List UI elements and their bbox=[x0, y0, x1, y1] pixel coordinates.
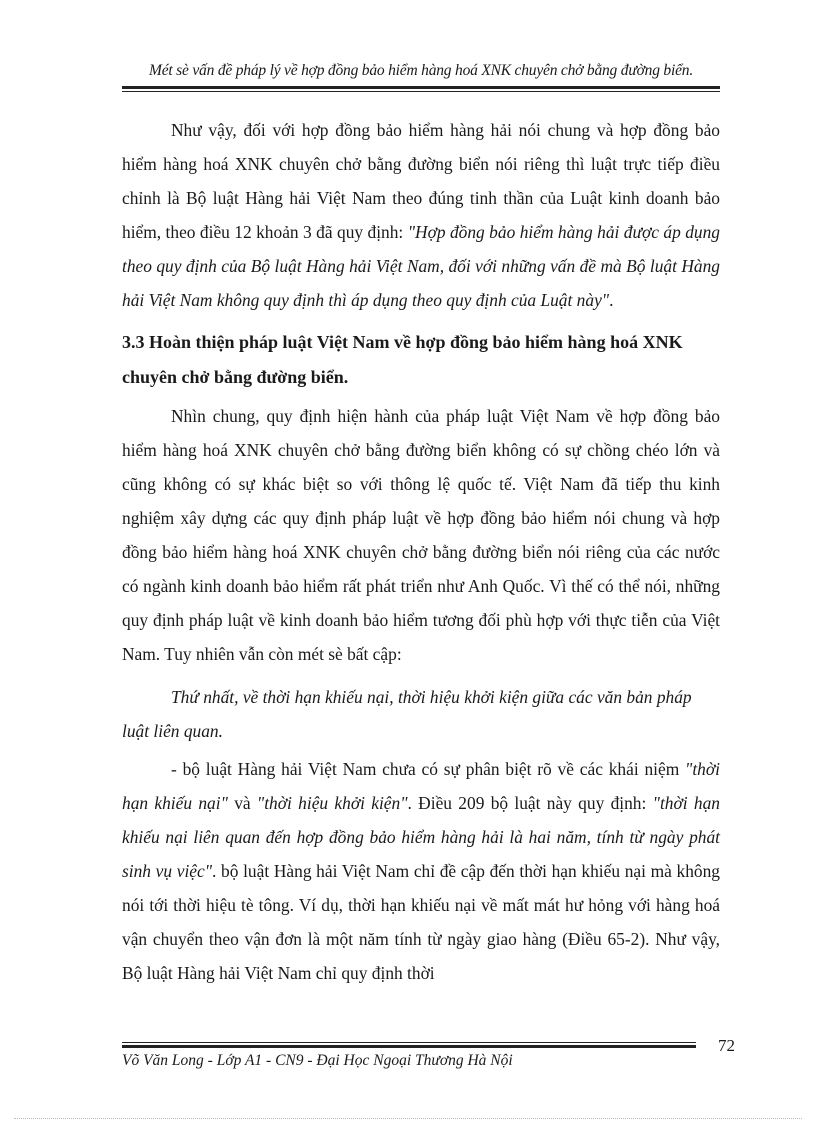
running-header: Mét sè vấn đề pháp lý về hợp đồng bảo hiểm hàng hoá XNK chuyên chở bằng đường biển. bbox=[149, 62, 693, 79]
paragraph-4-q2: "thời hiệu khởi kiện" bbox=[256, 793, 408, 813]
paragraph-4-q3: "thời hạn khiếu nại liên quan đến hợp đồng bảo hiểm hàng hải là hai năm, tính từ ngày phát sinh vụ việc" bbox=[122, 793, 720, 881]
page-edge-divider bbox=[14, 1118, 802, 1119]
footer-rule-thin bbox=[122, 1042, 696, 1043]
paragraph-4-d: . bộ luật Hàng hải Việt Nam chỉ đề cập đến thời hạn khiếu nại mà không nói tới thời hiệu tè tông. Ví dụ, thời hạn khiếu nại về mất mát hư hỏng với hàng hoá vận chuyển theo vận đơn là một năm tính từ ngày giao hàng (Điều 65-2). Như vậy, Bộ luật Hàng hải Việt Nam chỉ quy định thời bbox=[122, 861, 720, 983]
header-rule-thick bbox=[122, 86, 720, 89]
footer-rule-thick bbox=[122, 1045, 696, 1048]
paragraph-4-a: - bộ luật Hàng hải Việt Nam chưa có sự phân biệt rõ về các khái niệm bbox=[171, 759, 686, 779]
paragraph-4-c: . Điều 209 bộ luật này quy định: bbox=[407, 793, 653, 813]
running-footer: Võ Văn Long - Lớp A1 - CN9 - Đại Học Ngoại Thương Hà Nội bbox=[122, 1052, 513, 1069]
paragraph-2: Nhìn chung, quy định hiện hành của pháp luật Việt Nam về hợp đồng bảo hiểm hàng hoá XNK chuyên chở bằng đường biển không có sự chồng chéo lớn và cũng không có sự khác biệt so với thông lệ quốc tế. Việt Nam đã tiếp thu kinh nghiệm xây dựng các quy định pháp luật về hợp đồng bảo hiểm nói chung và hợp đồng bảo hiểm hàng hoá XNK chuyên chở bằng đường biển nói riêng của các nước có ngành kinh doanh bảo hiểm rất phát triển như Anh Quốc. Vì thế có thể nói, những quy định pháp luật về kinh doanh bảo hiểm tương đối phù hợp với thực tiễn của Việt Nam. Tuy nhiên vẫn còn mét sè bất cập: bbox=[122, 406, 720, 664]
paragraph-4-q1: "thời hạn khiếu nại" bbox=[122, 759, 720, 813]
header-rule-thin bbox=[122, 91, 720, 92]
paragraph-1-text: Như vậy, đối với hợp đồng bảo hiểm hàng hải nói chung và hợp đồng bảo hiểm hàng hoá XNK chuyên chở bằng đường biển nói riêng thì luật trực tiếp điều chỉnh là Bộ luật Hàng hải Việt Nam theo đúng tinh thần của Luật kinh doanh bảo hiểm, theo điều 12 khoản 3 đã quy định: bbox=[122, 120, 720, 242]
section-heading: 3.3 Hoàn thiện pháp luật Việt Nam về hợp đồng bảo hiểm hàng hoá XNK chuyên chở bằng đường biển. bbox=[122, 332, 683, 387]
page-number: 72 bbox=[718, 1036, 735, 1055]
paragraph-1 bbox=[122, 113, 720, 317]
paragraph-3: Thứ nhất, về thời hạn khiếu nại, thời hiệu khởi kiện giữa các văn bản pháp luật liên quan. bbox=[122, 687, 692, 741]
document-body bbox=[122, 113, 720, 990]
paragraph-4 bbox=[122, 752, 720, 990]
paragraph-4-b: và bbox=[227, 793, 257, 813]
paragraph-1-quote: "Hợp đồng bảo hiểm hàng hải được áp dụng theo quy định của Bộ luật Hàng hải Việt Nam, đối với những vấn đề mà Bộ luật Hàng hải Việt Nam không quy định thì áp dụng theo quy định của Luật này" bbox=[122, 222, 720, 310]
paragraph-1-end: . bbox=[609, 290, 614, 310]
